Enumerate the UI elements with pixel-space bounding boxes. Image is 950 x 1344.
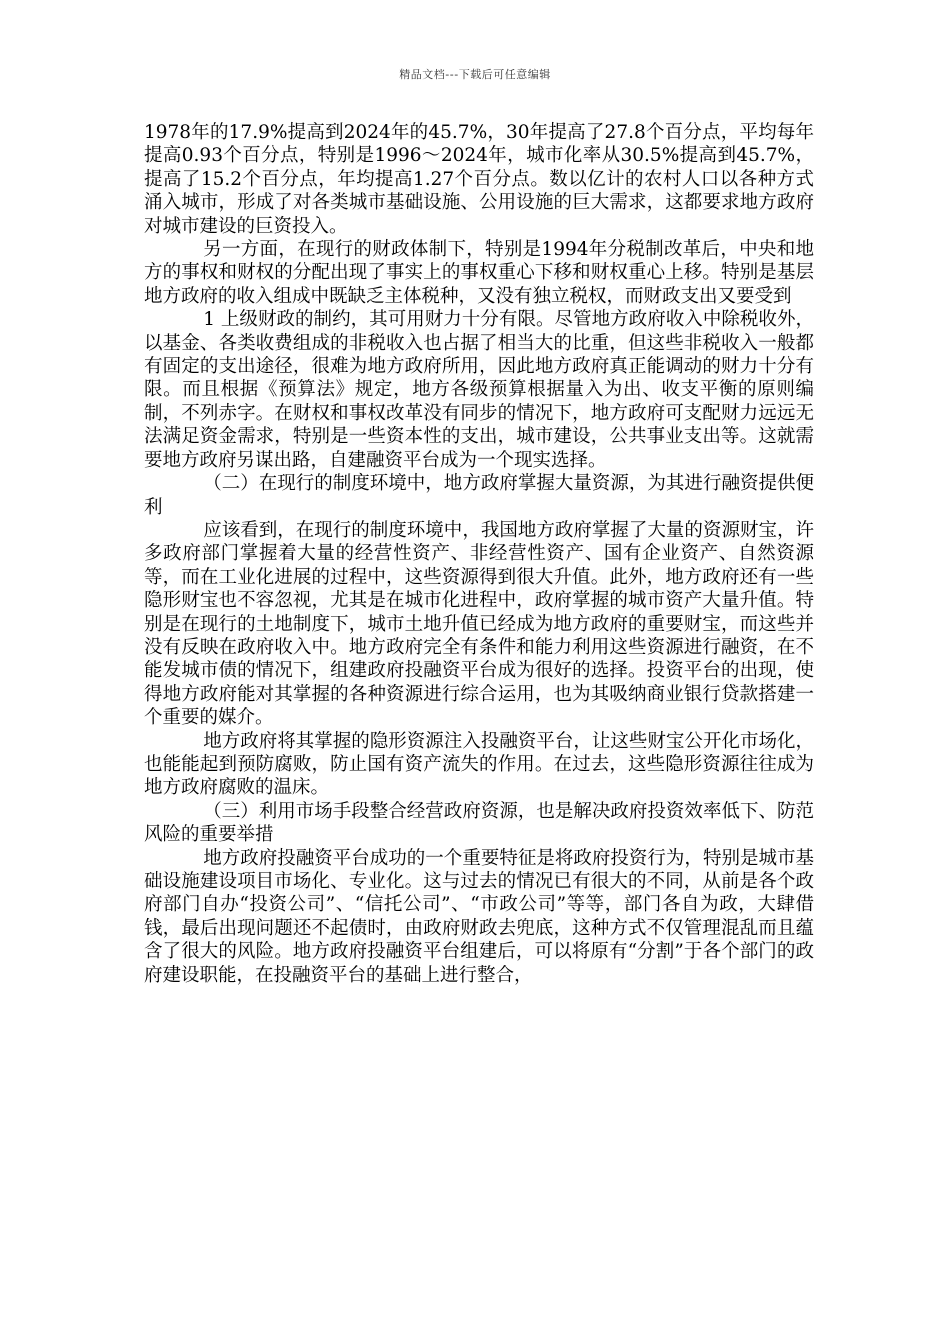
section-heading-2: （二）在现行的制度环境中，地方政府掌握大量资源，为其进行融资提供便利	[144, 473, 814, 518]
page-header: 精品文档---下载后可任意编辑	[399, 68, 551, 81]
paragraph-1: 1978年的17.9%提高到2024年的45.7%，30年提高了27.8个百分点，平均每年提高0.93个百分点，特别是1996～2024年，城市化率从30.5%提高到45.7%，提高了15.2个百分点，年均提高1.27个百分点。数以亿计的农村人口以各种方式涌入城市，形成了对各类城市基础设施、公用设施的巨大需求，这都要求地方政府对城市建设的巨资投入。	[144, 122, 814, 237]
paragraph-6: 地方政府投融资平台成功的一个重要特征是将政府投资行为，特别是城市基础设施建设项目市场化、专业化。这与过去的情况已有很大的不同，从前是各个政府部门自办“投资公司”、“信托公司”、“市政公司”等等，部门各自为政，大肆借钱，最后出现问题还不起债时，由政府财政去兜底，这种方式不仅管理混乱而且蕴含了很大的风险。地方政府投融资平台组建后，可以将原有“分割”于各个部门的政府建设职能，在投融资平台的基础上进行整合，	[144, 847, 814, 986]
paragraph-3: 1 上级财政的制约，其可用财力十分有限。尽管地方政府收入中除税收外，以基金、各类收费组成的非税收入也占据了相当大的比重，但这些非税收入一般都有固定的支出途径，很难为地方政府所用，因此地方政府真正能调动的财力十分有限。而且根据《预算法》规定，地方各级预算根据量入为出、收支平衡的原则编制，不列赤字。在财权和事权改革没有同步的情况下，地方政府可支配财力远远无法满足资金需求，特别是一些资本性的支出，城市建设，公共事业支出等。这就需要地方政府另谋出路，自建融资平台成为一个现实选择。	[144, 309, 814, 471]
paragraph-4: 应该看到，在现行的制度环境中，我国地方政府掌握了大量的资源财宝，许多政府部门掌握着大量的经营性资产、非经营性资产、国有企业资产、自然资源等，而在工业化进展的过程中，这些资源得到很大升值。此外，地方政府还有一些隐形财宝也不容忽视，尤其是在城市化进程中，政府掌握的城市资产大量升值。特别是在现行的土地制度下，城市土地升值已经成为地方政府的重要财宝，而这些并没有反映在政府收入中。地方政府完全有条件和能力利用这些资源进行融资，在不能发城市债的情况下，组建政府投融资平台成为很好的选择。投资平台的出现，使得地方政府能对其掌握的各种资源进行综合运用，也为其吸纳商业银行贷款搭建一个重要的媒介。	[144, 519, 814, 729]
paragraph-5: 地方政府将其掌握的隐形资源注入投融资平台，让这些财宝公开化市场化，也能能起到预防腐败，防止国有资产流失的作用。在过去，这些隐形资源往往成为地方政府腐败的温床。	[144, 730, 814, 799]
section-heading-3: （三）利用市场手段整合经营政府资源，也是解决政府投资效率低下、防范风险的重要举措	[144, 800, 814, 846]
document-body	[144, 121, 814, 987]
paragraph-2: 另一方面，在现行的财政体制下，特别是1994年分税制改革后，中央和地方的事权和财权的分配出现了事实上的事权重心下移和财权重心上移。特别是基层地方政府的收入组成中既缺乏主体税种，又没有独立税权，而财政支出又要受到	[144, 239, 814, 307]
